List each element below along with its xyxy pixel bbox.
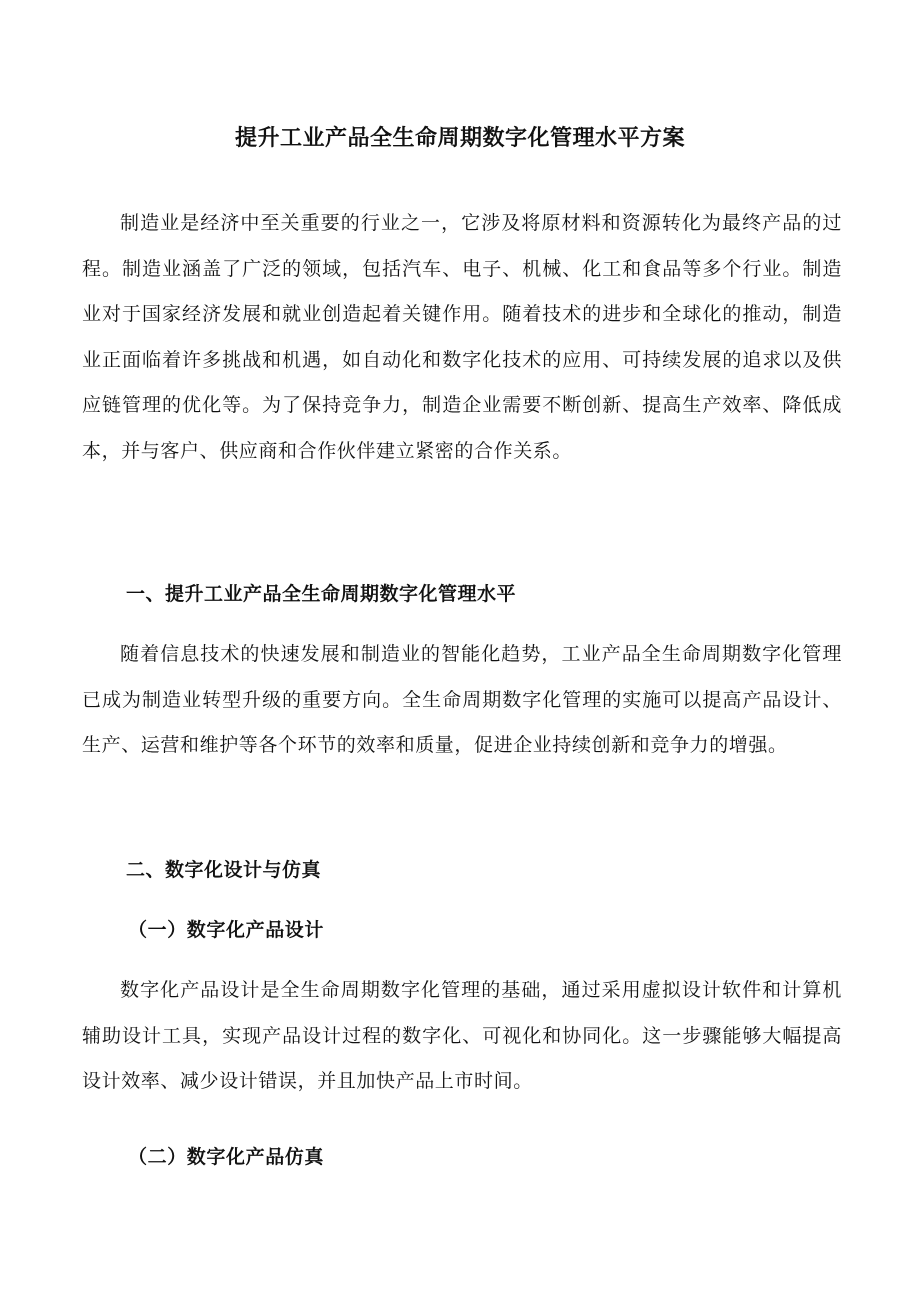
section-1-heading: 一、提升工业产品全生命周期数字化管理水平 <box>126 583 517 605</box>
document-title: 提升工业产品全生命周期数字化管理水平方案 <box>234 125 685 151</box>
section-2-heading: 二、数字化设计与仿真 <box>126 859 322 881</box>
section-1-paragraph: 随着信息技术的快速发展和制造业的智能化趋势，工业产品全生命周期数字化管理已成为制造业转型升级的重要方向。全生命周期数字化管理的实施可以提高产品设计、生产、运营和维护等各个环节的效率和质量，促进企业持续创新和竞争力的增强。 <box>82 643 842 756</box>
intro-paragraph: 制造业是经济中至关重要的行业之一，它涉及将原材料和资源转化为最终产品的过程。制造业涵盖了广泛的领域，包括汽车、电子、机械、化工和食品等多个行业。制造业对于国家经济发展和就业创造起着关键作用。随着技术的进步和全球化的推动，制造业正面临着许多挑战和机遇，如自动化和数字化技术的应用、可持续发展的追求以及供应链管理的优化等。为了保持竞争力，制造企业需要不断创新、提高生产效率、降低成本，并与客户、供应商和合作伙伴建立紧密的合作关系。 <box>82 212 842 462</box>
subsection-2-2-heading: （二）数字化产品仿真 <box>128 1146 325 1168</box>
subsection-2-1-paragraph: 数字化产品设计是全生命周期数字化管理的基础，通过采用虚拟设计软件和计算机辅助设计工具，实现产品设计过程的数字化、可视化和协同化。这一步骤能够大幅提高设计效率、减少设计错误，并且加快产品上市时间。 <box>82 979 842 1092</box>
subsection-2-1-heading: （一）数字化产品设计 <box>128 919 325 941</box>
